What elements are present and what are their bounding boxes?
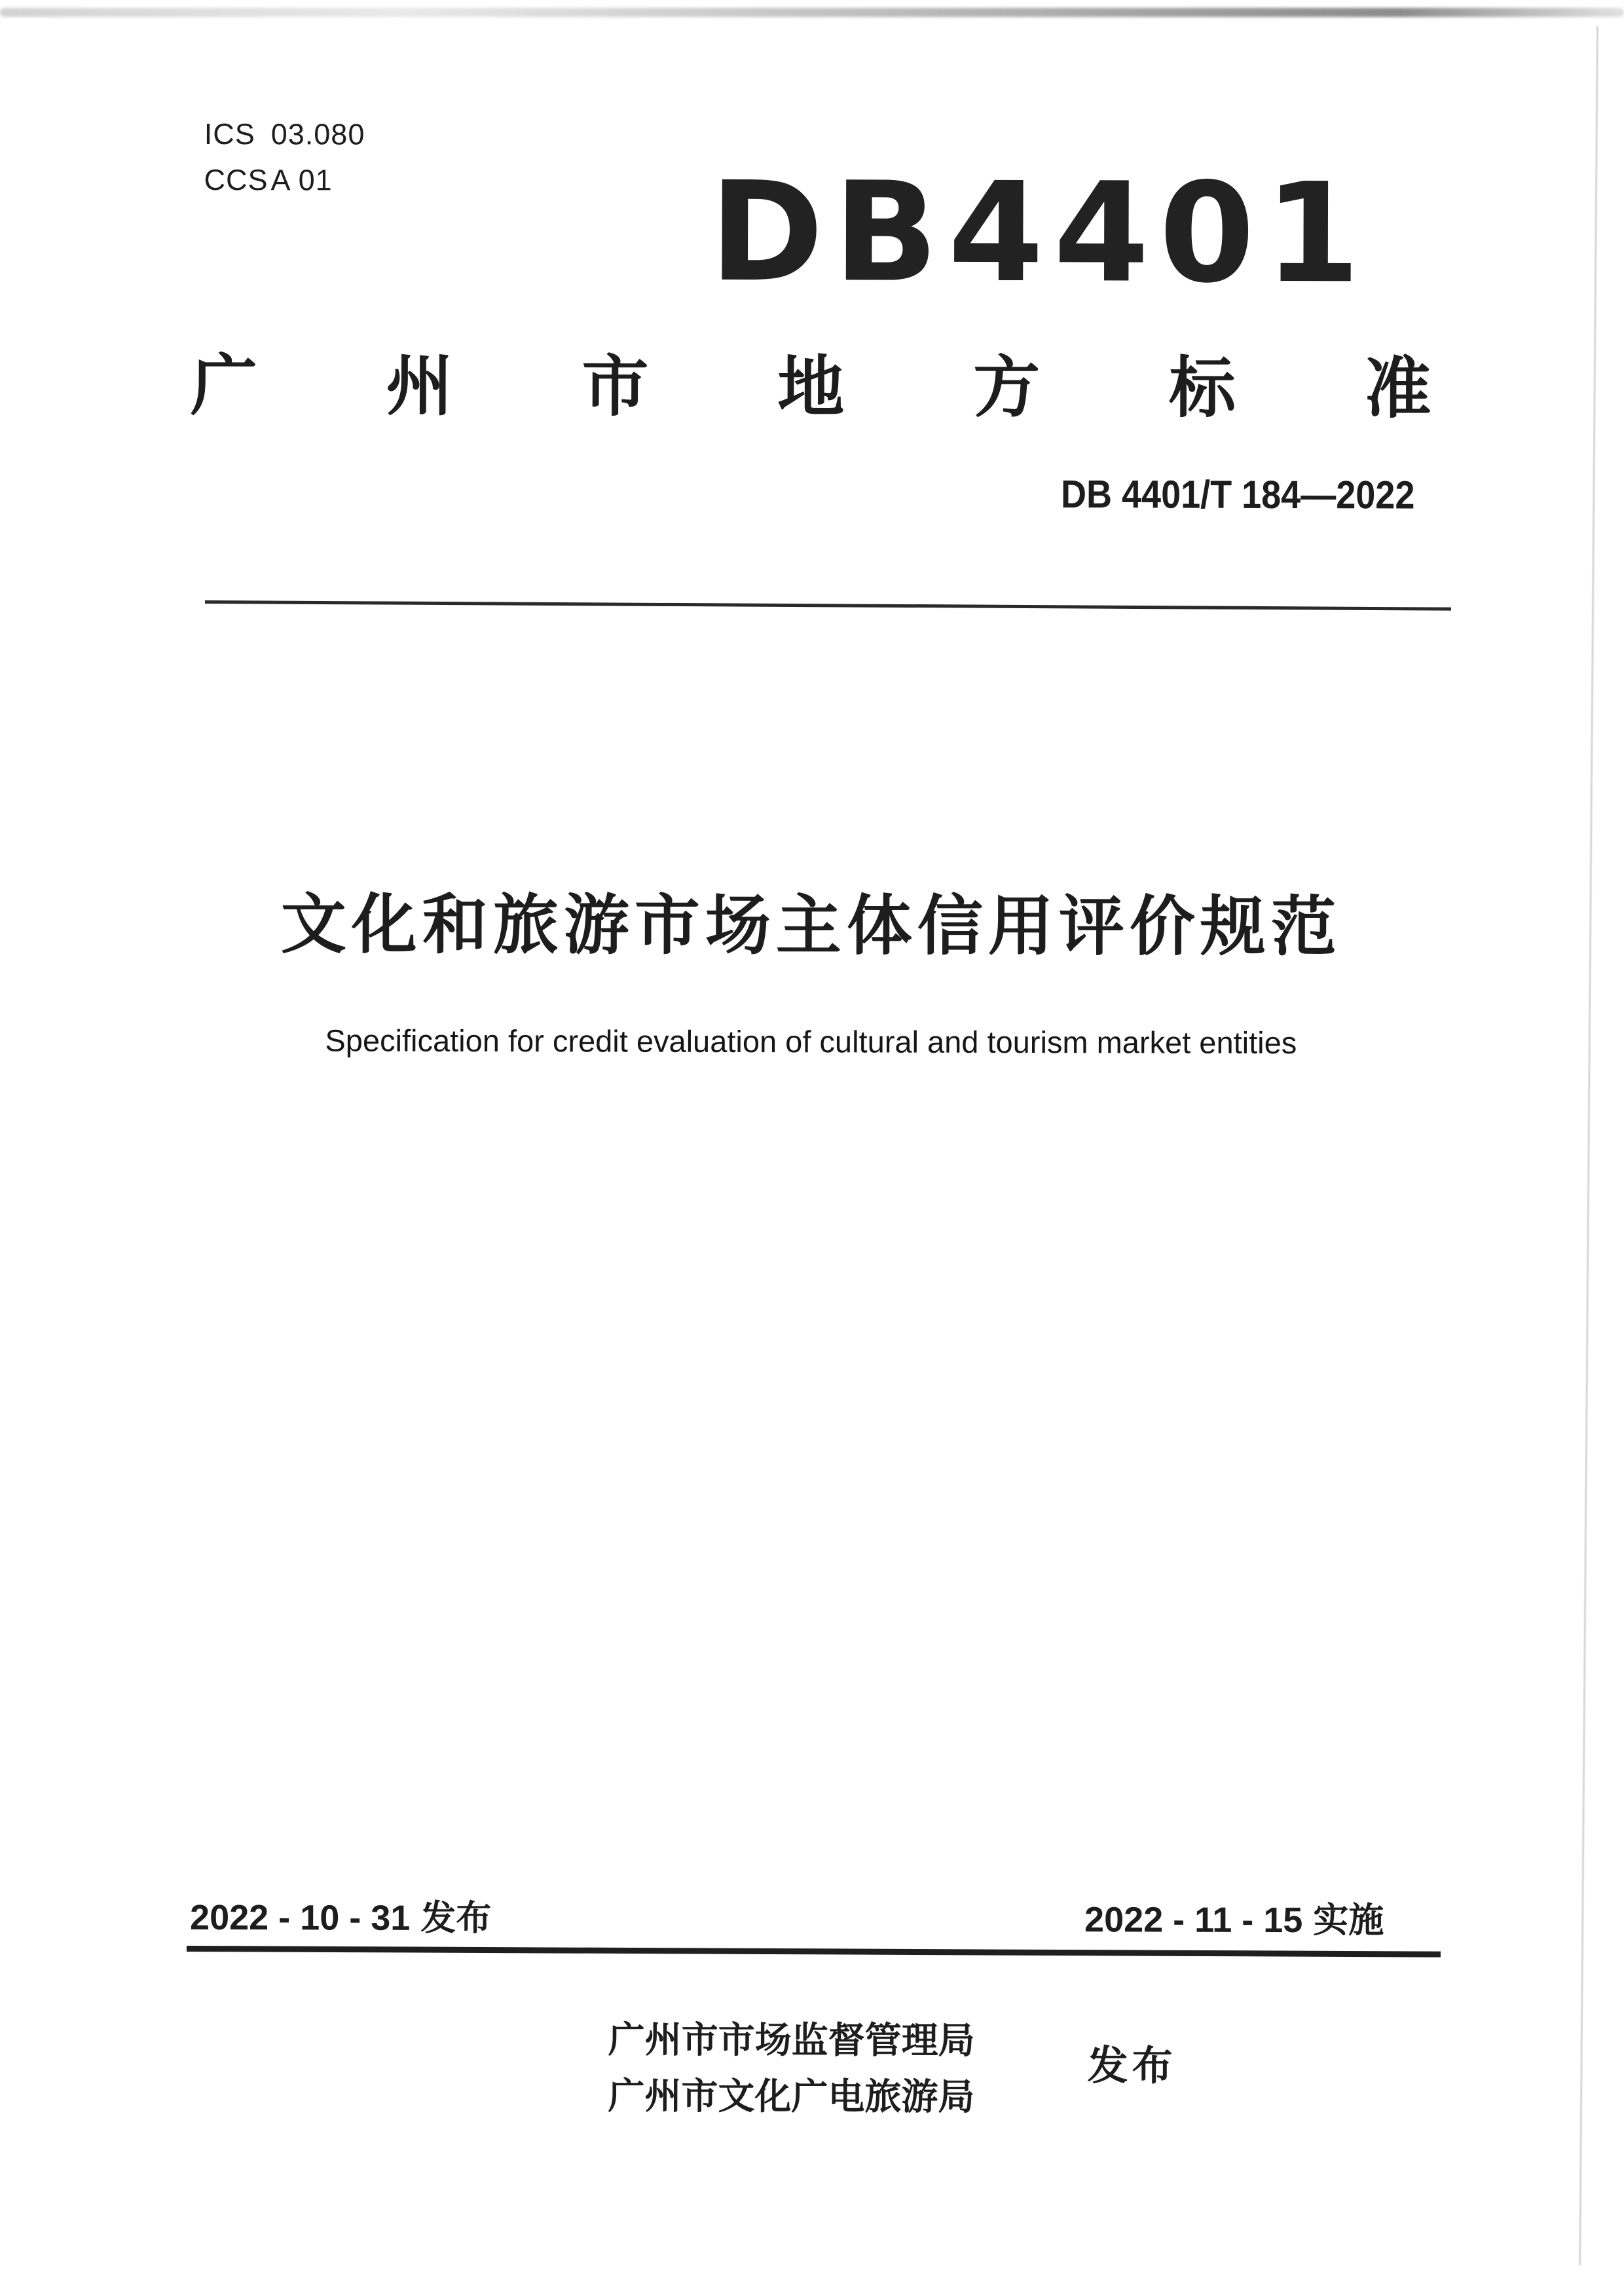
standard-type-title — [190, 348, 1431, 426]
standard-type-char: 准 — [1364, 351, 1431, 426]
document-title-en: Specification for credit evaluation of cultural and tourism market entities — [325, 1023, 1297, 1061]
document-title-zh: 文化和旅游市场主体信用评价规范 — [280, 888, 1342, 964]
standard-number: DB 4401/T 184—2022 — [1060, 472, 1415, 517]
footer-divider-line — [187, 1946, 1441, 1958]
issuer-item: 广州市市场监督管理局 — [608, 2018, 975, 2061]
ics-label: ICS — [204, 117, 255, 151]
implement-date-line — [1084, 1900, 1384, 1941]
db4401-logo: DB4401 — [709, 151, 1371, 314]
ccs-code-line — [204, 163, 333, 197]
standard-type-char: 地 — [777, 350, 845, 425]
ics-code-line — [204, 119, 365, 149]
issue-date-line — [190, 1897, 492, 1939]
issue-date: 2022 - 10 - 31 — [190, 1897, 411, 1938]
issuer-list — [608, 2018, 975, 2135]
ccs-value: A 01 — [270, 163, 333, 197]
publish-label: 发布 — [1087, 2043, 1177, 2089]
ics-value: 03.080 — [270, 117, 365, 151]
issuer-item: 广州市文化广电旅游局 — [608, 2075, 975, 2117]
standard-type-char: 广 — [190, 348, 257, 424]
implement-action-label: 实施 — [1313, 1901, 1384, 1941]
issue-action-label: 发布 — [420, 1898, 492, 1939]
ccs-label: CCS — [204, 163, 268, 197]
header-divider-line — [205, 600, 1451, 611]
implement-date: 2022 - 11 - 15 — [1084, 1900, 1303, 1941]
standard-type-char: 标 — [1168, 350, 1236, 426]
standard-type-char: 方 — [972, 350, 1041, 426]
standard-type-char: 州 — [386, 348, 453, 424]
standard-type-char: 市 — [581, 349, 649, 424]
